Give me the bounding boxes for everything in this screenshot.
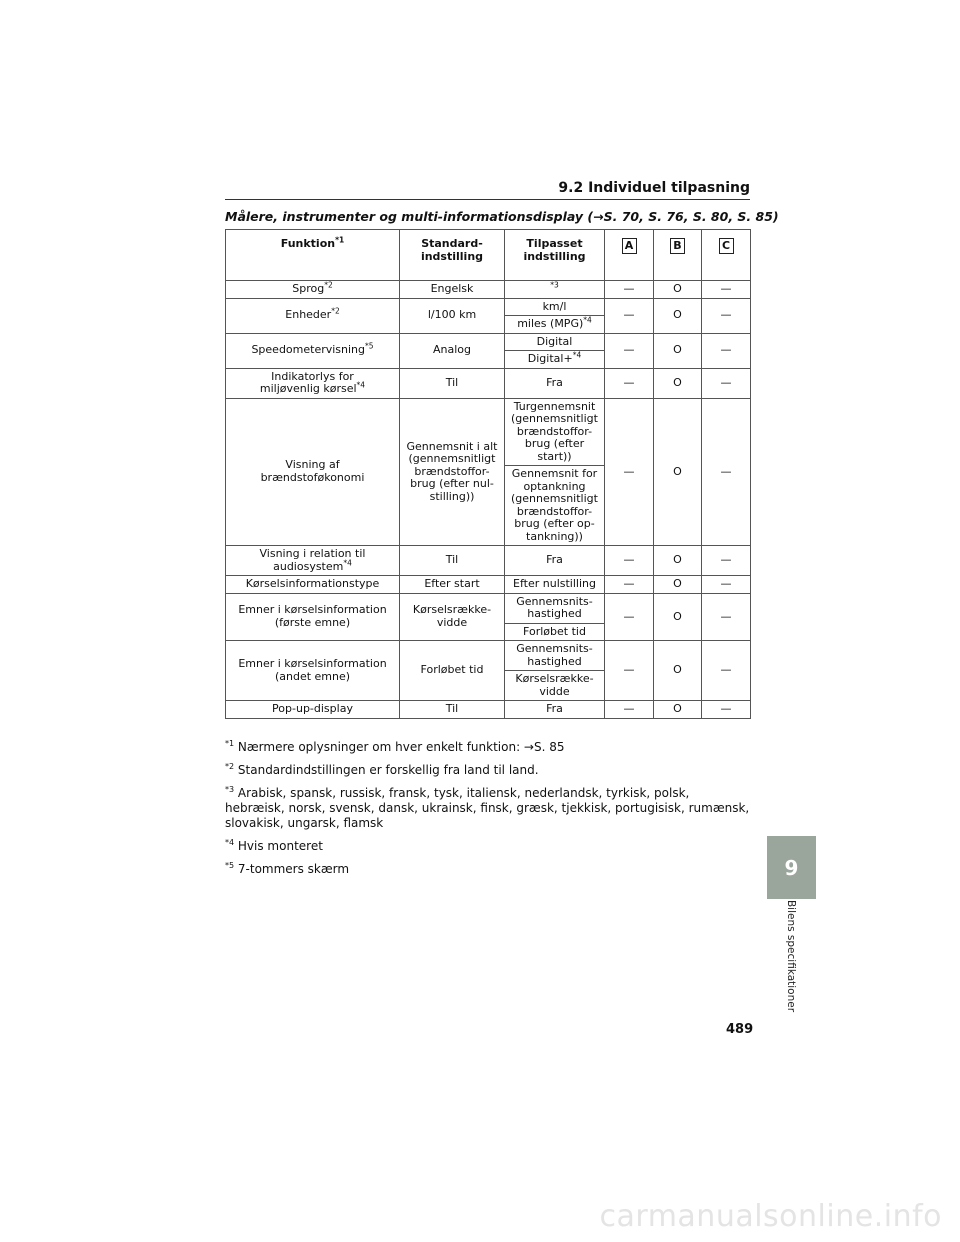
cell-cust: Digital+$^{*4}$ — [505, 351, 605, 369]
footnote-3: $^{*3}$ Arabisk, spansk, russisk, fransk, tysk, italiensk, nederlandsk, tyrkisk, polsk, hebræisk, norsk, svensk, dansk, ukrainsk, finsk, græsk, tjekkisk, portugisisk, rumænsk, slovakisk, ungarsk, flamsk — [225, 785, 750, 830]
chapter-label: Bilens specifikationer — [785, 899, 798, 1013]
cell-a: — — [605, 333, 654, 368]
cell-c: — — [702, 398, 751, 546]
table-row — [226, 641, 751, 671]
col-header-standard: Standard- indstilling — [400, 230, 505, 281]
cell-func: Emner i kørselsinformation (andet emne) — [226, 641, 400, 701]
cell-cust: *3 — [505, 281, 605, 299]
cell-cust: miles (MPG)$^{*4}$ — [505, 316, 605, 334]
cell-b: O — [654, 593, 702, 641]
cell-a: — — [605, 593, 654, 641]
cell-b: O — [654, 333, 702, 368]
cell-a: — — [605, 701, 654, 719]
watermark: carmanualsonline.info — [599, 1199, 942, 1234]
cell-a: — — [605, 641, 654, 701]
cell-b: O — [654, 641, 702, 701]
cell-c: — — [702, 298, 751, 333]
table-row — [226, 368, 751, 398]
cell-std: Analog — [400, 333, 505, 368]
col-header-c: C — [702, 230, 751, 281]
cell-a: — — [605, 368, 654, 398]
table-row — [226, 398, 751, 466]
cell-func: Emner i kørselsinformation (første emne) — [226, 593, 400, 641]
chapter-tab[interactable]: 9 — [767, 836, 816, 899]
table-row — [226, 281, 751, 299]
col-header-a: A — [605, 230, 654, 281]
table-row — [226, 333, 751, 351]
cell-func: Indikatorlys for miljøvenlig kørsel$^{*4}$ — [226, 368, 400, 398]
footnote-2: $^{*2}$ Standardindstillingen er forskellig fra land til land. — [225, 762, 539, 777]
footnote-5: $^{*5}$ 7-tommers skærm — [225, 861, 350, 876]
section-heading: Målere, instrumenter og multi-informationsdisplay (→S. 70, S. 76, S. 80, S. 85) — [225, 209, 779, 224]
cell-cust: Digital — [505, 333, 605, 351]
cell-cust: Fra — [505, 546, 605, 576]
page-number: 489 — [726, 1022, 754, 1037]
cell-b: O — [654, 546, 702, 576]
col-header-funktion: Funktion$^{*1}$ — [226, 230, 400, 281]
cell-cust: Forløbet tid — [505, 623, 605, 641]
cell-a: — — [605, 398, 654, 546]
table-row — [226, 298, 751, 316]
cell-a: — — [605, 546, 654, 576]
table-row — [226, 546, 751, 576]
cell-cust: km/l — [505, 298, 605, 316]
cell-cust: Gennemsnits- hastighed — [505, 641, 605, 671]
table-header-row — [226, 230, 751, 281]
cell-cust: Fra — [505, 701, 605, 719]
col-header-tilpasset: Tilpasset indstilling — [505, 230, 605, 281]
footnotes — [225, 740, 750, 885]
cell-cust: Gennemsnits- hastighed — [505, 593, 605, 623]
cell-b: O — [654, 576, 702, 594]
cell-func: Speedometervisning$^{*5}$ — [226, 333, 400, 368]
cell-cust: Efter nulstilling — [505, 576, 605, 594]
cell-func: Kørselsinformationstype — [226, 576, 400, 594]
cell-c: — — [702, 641, 751, 701]
cell-c: — — [702, 281, 751, 299]
cell-c: — — [702, 576, 751, 594]
cell-b: O — [654, 298, 702, 333]
cell-a: — — [605, 576, 654, 594]
cell-cust: Gennemsnit for optankning (gennemsnitligt brændstoffor- brug (efter op- tankning)) — [505, 466, 605, 546]
cell-std: Efter start — [400, 576, 505, 594]
cell-c: — — [702, 333, 751, 368]
cell-c: — — [702, 593, 751, 641]
settings-table — [225, 229, 751, 719]
footnote-4: $^{*4}$ Hvis monteret — [225, 838, 323, 853]
cell-c: — — [702, 701, 751, 719]
col-header-b: B — [654, 230, 702, 281]
cell-func: Sprog$^{*2}$ — [226, 281, 400, 299]
cell-func: Visning i relation til audiosystem$^{*4}$ — [226, 546, 400, 576]
cell-b: O — [654, 368, 702, 398]
cell-b: O — [654, 398, 702, 546]
cell-func: Enheder$^{*2}$ — [226, 298, 400, 333]
cell-std: Til — [400, 368, 505, 398]
cell-std: Forløbet tid — [400, 641, 505, 701]
cell-a: — — [605, 298, 654, 333]
cell-std: Til — [400, 546, 505, 576]
cell-a: — — [605, 281, 654, 299]
cell-cust: Kørselsrække- vidde — [505, 671, 605, 701]
cell-func: Visning af brændstoføkonomi — [226, 398, 400, 546]
cell-b: O — [654, 281, 702, 299]
cell-std: Engelsk — [400, 281, 505, 299]
table-row — [226, 701, 751, 719]
footnote-1: $^{*1}$ Nærmere oplysninger om hver enkelt funktion: →S. 85 — [225, 739, 565, 754]
cell-std: Gennemsnit i alt (gennemsnitligt brændstoffor- brug (efter nul- stilling)) — [400, 398, 505, 546]
cell-func: Pop-up-display — [226, 701, 400, 719]
cell-c: — — [702, 368, 751, 398]
cell-std: Til — [400, 701, 505, 719]
cell-cust: Turgennemsnit (gennemsnitligt brændstoffor- brug (efter start)) — [505, 398, 605, 466]
cell-std: l/100 km — [400, 298, 505, 333]
cell-cust: Fra — [505, 368, 605, 398]
cell-b: O — [654, 701, 702, 719]
header-rule — [225, 199, 750, 200]
section-title: 9.2 Individuel tilpasning — [558, 180, 750, 196]
table-row — [226, 576, 751, 594]
cell-c: — — [702, 546, 751, 576]
table-row — [226, 593, 751, 623]
cell-std: Kørselsrække- vidde — [400, 593, 505, 641]
